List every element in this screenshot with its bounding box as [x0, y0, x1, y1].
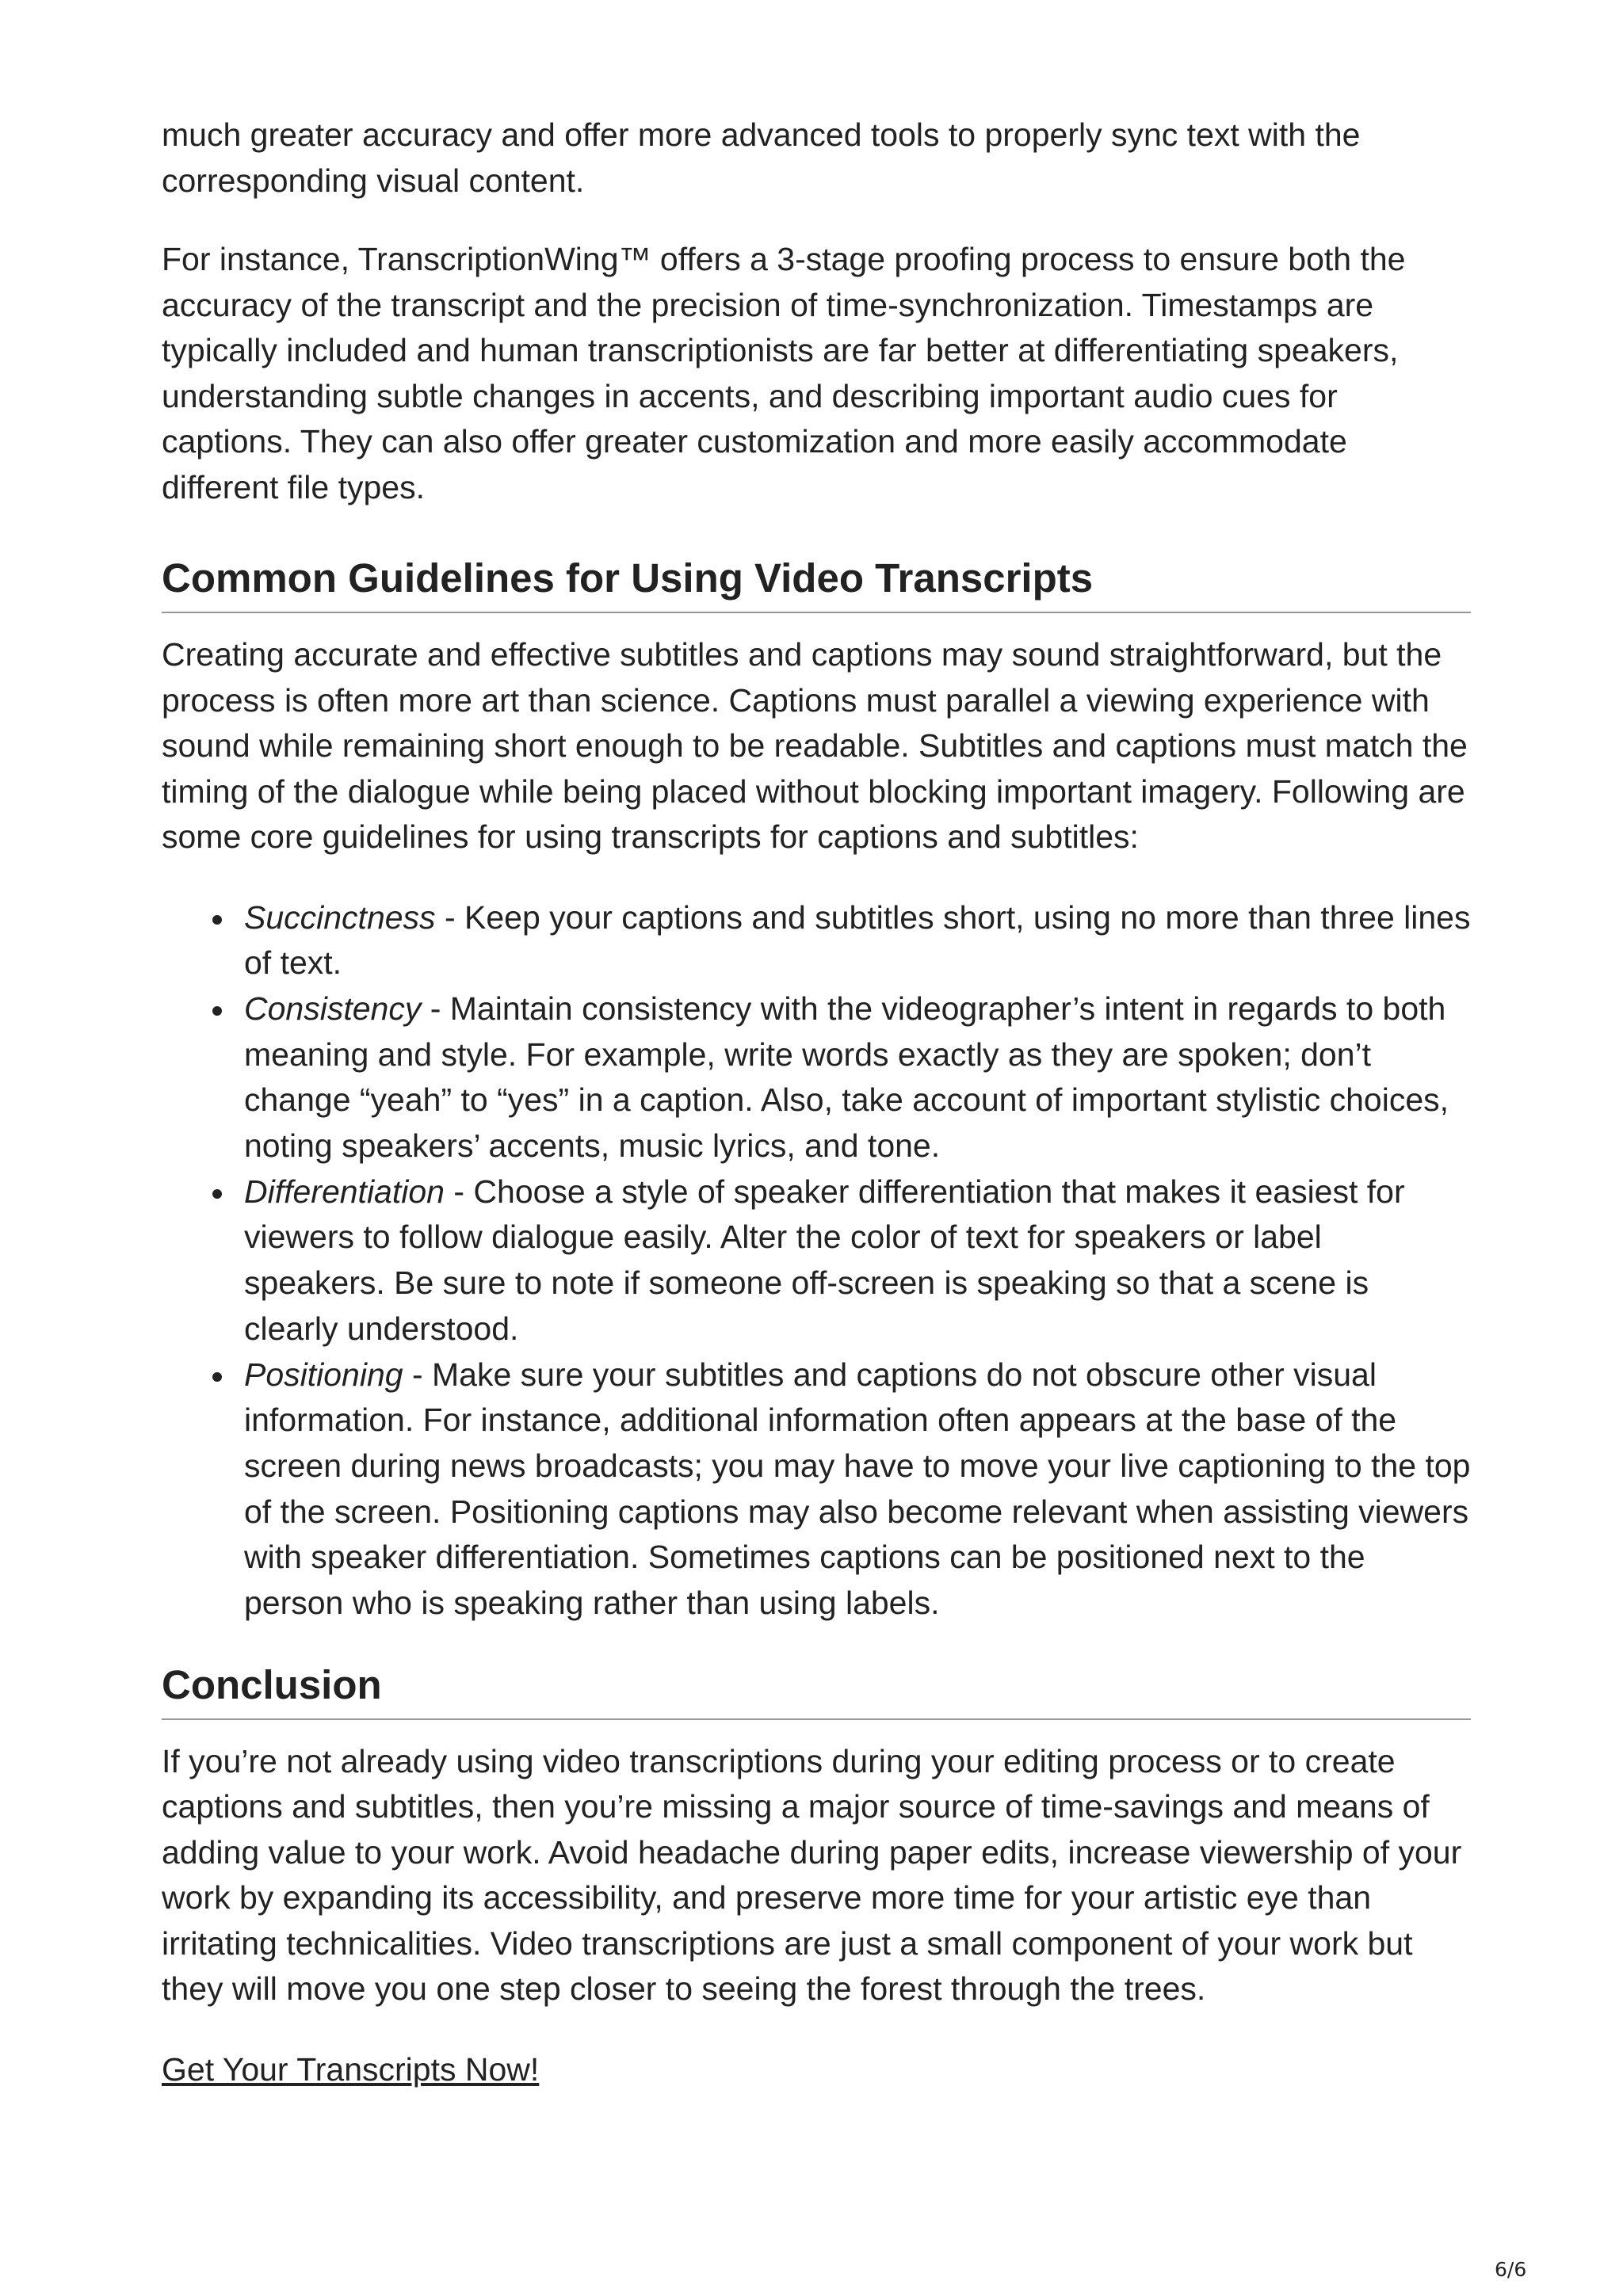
list-item [244, 1169, 1471, 1352]
article-content [162, 113, 1471, 2092]
intro-paragraph-1: much greater accuracy and offer more advanced tools to properly sync text with the corresponding visual content. [162, 116, 1361, 199]
guidelines-list [162, 895, 1471, 1627]
guidelines-intro: Creating accurate and effective subtitles and captions may sound straightforward, but the process is often more art than science. Captions must parallel a viewing experience with sound while remaining short enough to be readable. Subtitles and captions must match the timing of the dialogue while being placed without blocking important imagery. Following are some core guidelines for using transcripts for captions and subtitles: [162, 636, 1468, 855]
page-number: 6/6 [1495, 2258, 1527, 2281]
list-item-term: Positioning [244, 1356, 403, 1393]
list-item-text: - Choose a style of speaker differentiation that makes it easiest for viewers to follow dialogue easily. Alter the color of text for speakers or label speakers. Be sure to note if someone off-screen is speaking so that a scene is clearly understood. [244, 1173, 1405, 1347]
conclusion-heading: Conclusion [162, 1661, 1471, 1720]
list-item-term: Succinctness [244, 898, 436, 936]
list-item-text: - Maintain consistency with the videographer’s intent in regards to both meaning and style. For example, write words exactly as they are spoken; don’t change “yeah” to “yes” in a caption. Also, take account of important stylistic choices, noting speakers’ accents, music lyrics, and tone. [244, 990, 1449, 1165]
conclusion-paragraph: If you’re not already using video transcriptions during your editing process or to create captions and subtitles, then you’re missing a major source of time-savings and means of adding value to your work. Avoid headache during paper edits, increase viewership of your work by expanding its accessibility, and preserve more time for your artistic eye than irritating technicalities. Video transcriptions are just a small component of your work but they will move you one step closer to seeing the forest through the trees. [162, 1742, 1462, 2008]
list-item-term: Differentiation [244, 1173, 445, 1210]
list-item [244, 895, 1471, 986]
list-item-text: - Make sure your subtitles and captions do not obscure other visual information. For instance, additional information often appears at the base of the screen during news broadcasts; you may have to move your live captioning to the top of the screen. Positioning captions may also become relevant when assisting viewers with speaker differentiation. Sometimes captions can be positioned next to the person who is speaking rather than using labels. [244, 1356, 1471, 1622]
list-item [244, 1352, 1471, 1627]
list-item [244, 986, 1471, 1169]
list-item-text: - Keep your captions and subtitles short, using no more than three lines of text. [244, 898, 1471, 982]
get-transcripts-link[interactable]: Get Your Transcripts Now! [162, 2050, 540, 2088]
list-item-term: Consistency [244, 990, 422, 1027]
guidelines-heading: Common Guidelines for Using Video Transcripts [162, 555, 1471, 613]
intro-paragraph-2: For instance, TranscriptionWing™ offers a 3-stage proofing process to ensure both the accuracy of the transcript and the precision of time-synchronization. Timestamps are typically included and human transcriptionists are far better at differentiating speakers, understanding subtle changes in accents, and describing important audio cues for captions. They can also offer greater customization and more easily accommodate different file types. [162, 241, 1406, 505]
